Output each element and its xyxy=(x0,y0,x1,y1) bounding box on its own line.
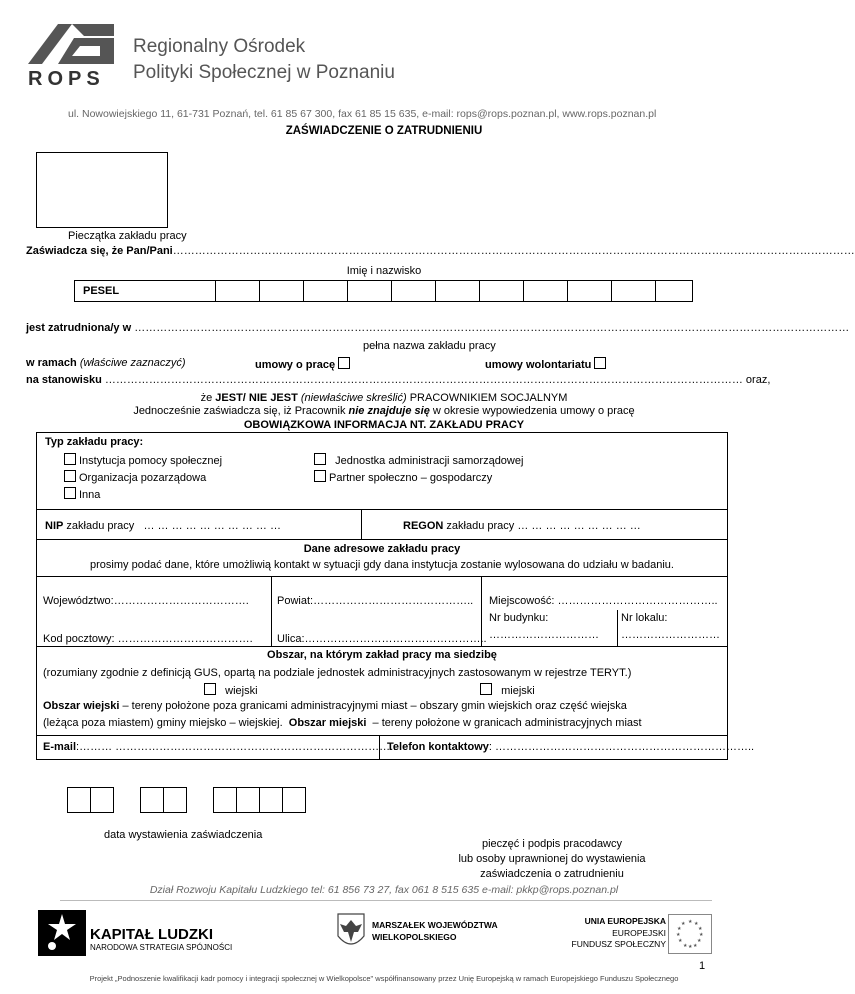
divider xyxy=(379,735,380,759)
phone-dots: : …………………………………………………………….. xyxy=(488,741,755,753)
flat-field[interactable]: ……………………… xyxy=(621,629,720,641)
eu-stars-icon xyxy=(669,915,711,953)
checkbox[interactable] xyxy=(64,453,76,465)
type-option-label: Instytucja pomocy społecznej xyxy=(79,455,223,467)
position-dots: ………………………………………………………………………………………………………………………………………………………… xyxy=(104,374,743,386)
date-caption: data wystawienia zaświadczenia xyxy=(104,829,263,841)
social-post: PRACOWNIKIEM SOCJALNYM xyxy=(409,392,568,404)
signature-caption-3: zaświadczenia o zatrudnieniu xyxy=(480,868,624,880)
rural-def-text2: (leżąca poza miastem) gminy miejsko – wiejskiej. xyxy=(43,717,283,729)
rural-label: wiejski xyxy=(225,685,258,697)
divider xyxy=(37,735,727,736)
eagle-emblem xyxy=(336,912,366,955)
email-label: E-mail xyxy=(43,741,77,753)
regon-suffix: zakładu pracy xyxy=(446,520,515,532)
notice-line xyxy=(0,405,768,417)
svg-text:★: ★ xyxy=(683,943,688,949)
svg-text:★: ★ xyxy=(699,932,704,938)
stamp-label: Pieczątka zakładu pracy xyxy=(68,230,187,242)
pesel-digit[interactable] xyxy=(480,281,524,302)
svg-text:★: ★ xyxy=(677,926,682,932)
page-number: 1 xyxy=(699,960,706,972)
type-option[interactable] xyxy=(311,453,523,467)
address-title: Dane adresowe zakładu pracy xyxy=(303,543,461,555)
flat-label: Nr lokalu: xyxy=(621,612,668,624)
doc-title: ZAŚWIADCZENIE O ZATRUDNIENIU xyxy=(285,125,483,137)
department-contact: Dział Rozwoju Kapitału Ludzkiego tel: 61 856 73 27, fax 061 8 515 635 e-mail: pkkp@rops.poznan.pl xyxy=(149,884,619,896)
contract-work-option[interactable] xyxy=(255,357,353,371)
divider xyxy=(271,576,272,646)
type-option[interactable] xyxy=(311,470,492,484)
kl-title: KAPITAŁ LUDZKI xyxy=(90,926,214,943)
eu-line1: UNIA EUROPEJSKA xyxy=(584,916,666,926)
date-digit[interactable] xyxy=(213,787,237,813)
notice-bold: nie znajduje się xyxy=(348,405,430,417)
svg-text:★: ★ xyxy=(676,932,681,938)
divider xyxy=(361,509,362,539)
contract-work-label: umowy o pracę xyxy=(255,359,336,371)
workplace-caption: pełna nazwa zakładu pracy xyxy=(363,340,496,352)
date-grid[interactable] xyxy=(67,787,305,813)
marshal-line1: MARSZAŁEK WOJEWÓDZTWA xyxy=(372,920,498,930)
date-digit[interactable] xyxy=(236,787,260,813)
contract-work-checkbox[interactable] xyxy=(338,357,350,369)
org-name-line1: Regionalny Ośrodek xyxy=(133,36,306,57)
pesel-digit[interactable] xyxy=(524,281,568,302)
social-status: JEST/ NIE JEST xyxy=(215,392,298,404)
date-digit[interactable] xyxy=(90,787,114,813)
county-field[interactable]: Powiat:…………………………………….. xyxy=(277,595,474,607)
street-field[interactable]: Ulica:………………………………………….. xyxy=(277,633,487,645)
rural-def-title: Obszar wiejski xyxy=(43,700,120,712)
building-field[interactable]: ………………………… xyxy=(489,629,599,641)
social-hint: (niewłaściwe skreślić) xyxy=(300,392,407,404)
checkbox[interactable] xyxy=(314,470,326,482)
eu-flag xyxy=(668,914,712,954)
rops-logo-mark xyxy=(28,16,114,72)
rural-definition xyxy=(43,700,627,712)
type-option[interactable] xyxy=(61,487,100,501)
postal-field[interactable]: Kod pocztowy: ………………………………. xyxy=(43,633,253,645)
notice-pre: Jednocześnie zaświadcza się, iż Pracownik xyxy=(133,405,346,417)
eu-line2: EUROPEJSKI xyxy=(612,928,666,938)
rural-checkbox[interactable] xyxy=(204,683,216,695)
org-address: ul. Nowowiejskiego 11, 61-731 Poznań, tel. 61 85 67 300, fax 61 85 15 635, e-mail: rops@rops.poznan.pl, www.rops.poznan.pl xyxy=(68,108,657,120)
employed-line[interactable] xyxy=(26,322,849,334)
divider xyxy=(617,610,618,646)
nip-label: NIP xyxy=(45,520,64,532)
checkbox[interactable] xyxy=(64,487,76,499)
date-digit[interactable] xyxy=(282,787,306,813)
urban-def-text: – tereny położone w granicach administracyjnych miast xyxy=(372,717,642,729)
pesel-label: PESEL xyxy=(75,281,216,302)
nip-dots: … … … … … … … … … … xyxy=(143,520,281,532)
type-option[interactable] xyxy=(61,470,206,484)
building-label: Nr budynku: xyxy=(489,612,549,624)
divider xyxy=(37,539,727,540)
email-field[interactable] xyxy=(43,741,396,753)
contract-volunteer-checkbox[interactable] xyxy=(594,357,606,369)
svg-text:★: ★ xyxy=(678,938,683,944)
contract-volunteer-label: umowy wolontariatu xyxy=(485,359,592,371)
voivodeship-field[interactable]: Województwo:………………………………. xyxy=(43,595,249,607)
employed-dots: …………………………………………………………………………………………………………………………………………………………………………… xyxy=(134,322,850,334)
urban-def-title: Obszar miejski xyxy=(288,717,367,729)
project-note: Projekt „Podnoszenie kwalifikacji kadr pomocy i integracji społecznej w Wielkopolsce" współfinansowany przez Unię Europejską w ramach Europejskiego Funduszu Społecznego xyxy=(89,974,679,983)
rural-option[interactable] xyxy=(201,683,258,697)
area-hint: (rozumiany zgodnie z definicją GUS, opartą na podziale jednostek administracyjnych zastosowanym w rejestrze TERYT.) xyxy=(43,667,632,679)
within-hint: (właściwe zaznaczyć) xyxy=(79,357,186,369)
urban-checkbox[interactable] xyxy=(480,683,492,695)
marshal-line2: WIELKOPOLSKIEGO xyxy=(372,932,457,942)
position-line[interactable] xyxy=(26,374,770,386)
regon-field[interactable] xyxy=(403,520,641,532)
contract-volunteer-option[interactable] xyxy=(485,357,609,371)
address-hint: prosimy podać dane, które umożliwią kontakt w sytuacji gdy dana instytucja zostanie wylosowana do udziału w badaniu. xyxy=(90,559,674,571)
kl-subtitle: NARODOWA STRATEGIA SPÓJNOŚCI xyxy=(90,943,233,952)
pesel-digit[interactable] xyxy=(216,281,260,302)
name-dots: …………………………………………………………………………………………………………………………………………………………………… xyxy=(172,245,855,257)
date-digit[interactable] xyxy=(259,787,283,813)
name-caption: Imię i nazwisko xyxy=(346,265,422,277)
pesel-digit[interactable] xyxy=(392,281,436,302)
footer-divider xyxy=(60,900,712,901)
rops-abbrev: ROPS xyxy=(28,68,105,90)
workplace-info-box xyxy=(36,432,755,760)
svg-text:★: ★ xyxy=(694,921,699,927)
area-title: Obszar, na którym zakład pracy ma siedzibę xyxy=(267,649,497,661)
pesel-grid[interactable] xyxy=(74,280,693,302)
svg-text:★: ★ xyxy=(688,944,693,950)
divider xyxy=(481,576,482,646)
signature-caption-1: pieczęć i podpis pracodawcy xyxy=(481,838,623,850)
org-name-line2: Polityki Społecznej w Poznaniu xyxy=(133,62,395,83)
certifies-line[interactable] xyxy=(26,245,855,257)
svg-text:★: ★ xyxy=(697,938,702,944)
email-dots: :……… ………………………………………………………………….. xyxy=(76,741,397,753)
urban-label: miejski xyxy=(501,685,535,697)
divider xyxy=(37,646,727,647)
svg-text:★: ★ xyxy=(688,919,693,925)
checkbox[interactable] xyxy=(314,453,326,465)
phone-field[interactable] xyxy=(387,741,754,753)
divider xyxy=(37,576,727,577)
regon-dots: … … … … … … … … … xyxy=(517,520,641,532)
position-label: na stanowisku xyxy=(26,374,102,386)
svg-text:★: ★ xyxy=(698,926,703,932)
mandatory-heading: OBOWIĄZKOWA INFORMACJA NT. ZAKŁADU PRACY xyxy=(243,419,525,431)
within-label-row xyxy=(26,357,186,369)
locality-field[interactable]: Miejscowość: …………………………………….. xyxy=(489,595,718,607)
employed-label: jest zatrudniona/y w xyxy=(26,322,132,334)
date-digit[interactable] xyxy=(67,787,91,813)
date-digit[interactable] xyxy=(163,787,187,813)
rural-def-text: – tereny położone poza granicami administracyjnymi miast – obszary gmin wiejskich oraz część wiejska xyxy=(122,700,627,712)
nip-suffix: zakładu pracy xyxy=(66,520,135,532)
pesel-digit[interactable] xyxy=(568,281,612,302)
checkbox[interactable] xyxy=(64,470,76,482)
eu-line3: FUNDUSZ SPOŁECZNY xyxy=(571,939,666,949)
pesel-digit[interactable] xyxy=(656,281,693,302)
area-definitions xyxy=(43,717,642,729)
pesel-digit[interactable] xyxy=(348,281,392,302)
eagle-icon xyxy=(336,912,366,952)
position-end: oraz, xyxy=(745,374,771,386)
social-pre: że xyxy=(200,392,213,404)
rops-logo xyxy=(28,16,114,90)
nip-field[interactable] xyxy=(45,520,281,532)
type-option-label: Partner społeczno – gospodarczy xyxy=(329,472,493,484)
type-option-label: Inna xyxy=(79,489,101,501)
regon-label: REGON xyxy=(403,520,444,532)
notice-post: w okresie wypowiedzenia umowy o pracę xyxy=(432,405,635,417)
pesel-digit[interactable] xyxy=(612,281,656,302)
divider xyxy=(37,509,727,510)
svg-text:★: ★ xyxy=(681,921,686,927)
kapital-ludzki-icon xyxy=(38,910,86,956)
stamp-box xyxy=(36,152,168,228)
social-worker-line xyxy=(0,392,768,404)
kapital-ludzki-logo xyxy=(38,910,86,956)
urban-option[interactable] xyxy=(477,683,535,697)
type-option[interactable] xyxy=(61,453,222,467)
pesel-digit[interactable] xyxy=(304,281,348,302)
type-option-label: Jednostka administracji samorządowej xyxy=(335,455,524,467)
certifies-label: Zaświadcza się, że Pan/Pani xyxy=(26,245,173,257)
pesel-digit[interactable] xyxy=(260,281,304,302)
signature-caption-2: lub osoby uprawnionej do wystawienia xyxy=(458,853,646,865)
svg-text:★: ★ xyxy=(693,943,698,949)
pesel-digit[interactable] xyxy=(436,281,480,302)
date-digit[interactable] xyxy=(140,787,164,813)
type-option-label: Organizacja pozarządowa xyxy=(79,472,207,484)
within-label: w ramach xyxy=(26,357,77,369)
phone-label: Telefon kontaktowy xyxy=(387,741,489,753)
type-label: Typ zakładu pracy: xyxy=(45,436,144,448)
